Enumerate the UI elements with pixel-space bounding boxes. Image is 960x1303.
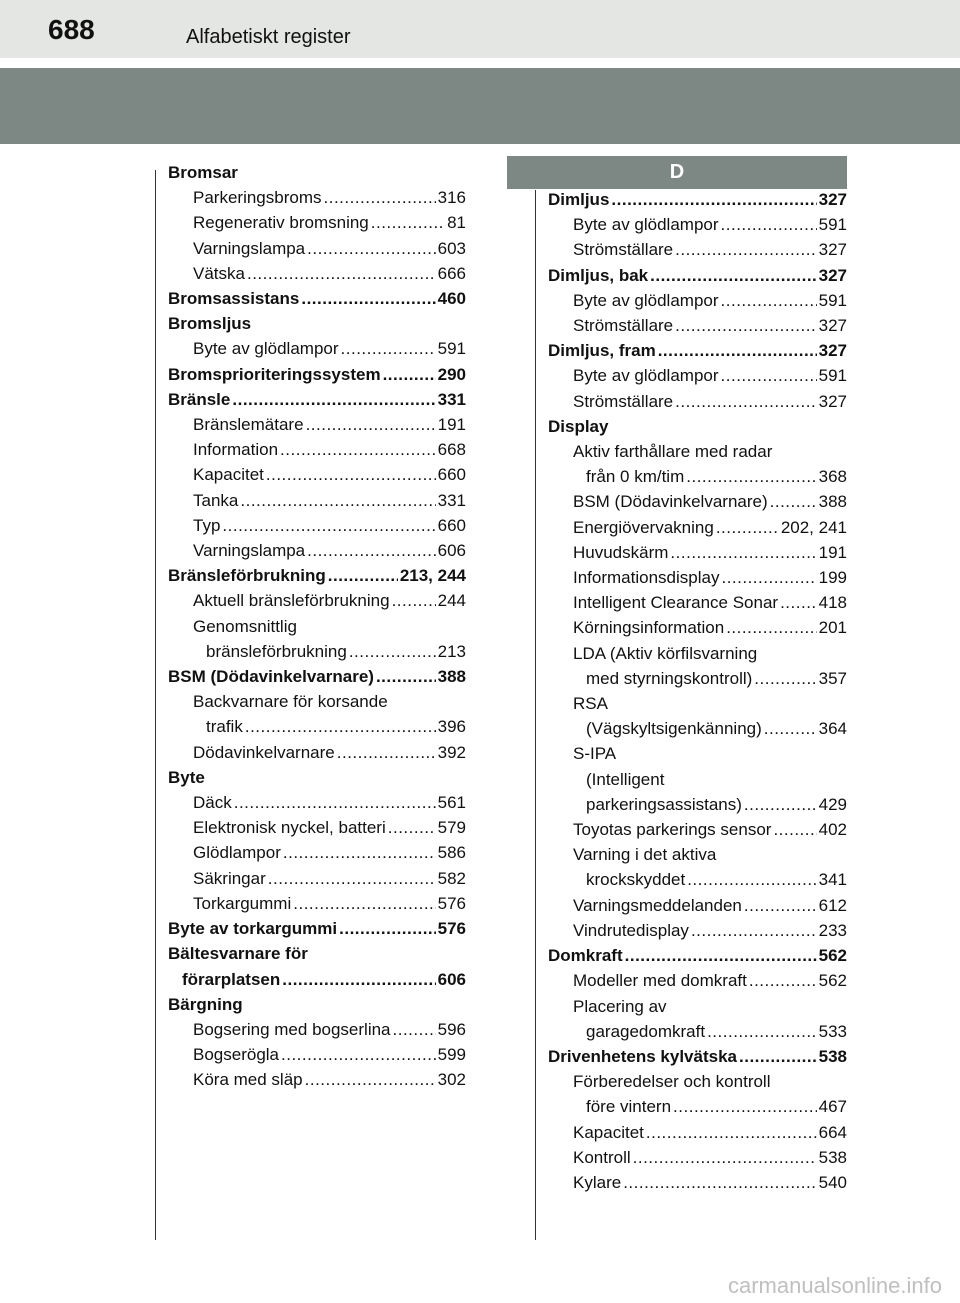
index-page-ref: 191 [818,542,847,562]
index-entry [548,338,847,363]
index-term: med styrningskontroll) [586,668,753,688]
index-page-ref: 460 [437,289,466,309]
index-page-ref: 612 [818,895,847,915]
dot-leader [773,817,816,842]
index-entry [168,513,466,538]
index-term: RSA [573,694,608,714]
index-entry [548,389,847,414]
index-entry [168,664,466,689]
index-page-ref: 668 [437,440,466,460]
index-term: Drivenhetens kylvätska [548,1046,737,1066]
index-page-ref: 388 [818,492,847,512]
index-entry [548,464,847,489]
index-page-ref: 591 [818,366,847,386]
index-page-ref: 599 [437,1045,466,1065]
dot-leader [266,462,436,487]
dot-leader [392,588,436,613]
index-entry [168,437,466,462]
index-term: Display [548,416,609,436]
index-entry [168,967,466,992]
index-page-ref: 213, 244 [399,566,466,586]
index-entry [548,212,847,237]
dot-leader [307,538,435,563]
index-term: Bränsle [168,389,231,409]
index-entry [168,387,466,412]
index-entry [548,237,847,262]
dot-leader [646,1120,817,1145]
index-page-ref: 576 [437,893,466,913]
index-entry [548,363,847,388]
index-entry [548,489,847,514]
index-term: Dimljus [548,190,610,209]
dot-leader [625,943,817,968]
index-term: S-IPA [573,744,617,764]
index-term: Aktuell bränsleförbrukning [193,591,390,611]
dot-leader [383,362,436,387]
right-column-rule [535,190,536,1240]
index-page-ref: 666 [437,263,466,283]
dot-leader [675,237,816,262]
index-term: trafik [206,717,243,737]
index-term: Kontroll [573,1147,631,1167]
dot-leader [393,1017,436,1042]
index-term: Aktiv farthållare med radar [573,442,773,462]
index-entry [168,891,466,916]
index-entry [168,412,466,437]
index-page-ref: 213 [437,641,466,661]
page-number: 688 [48,14,95,45]
index-term: Placering av [573,996,667,1016]
index-term: bränsleförbrukning [206,641,347,661]
dot-leader [307,236,435,261]
index-page-ref: 331 [437,389,466,409]
index-entry [168,336,466,361]
index-entry [548,817,847,842]
index-term: Dimljus, bak [548,265,649,285]
index-heading [168,765,466,790]
index-page-ref: 533 [818,1021,847,1041]
index-term: Varningslampa [193,238,306,258]
index-term: Kylare [573,1172,622,1192]
index-page-ref: 538 [818,1147,847,1167]
page-header [0,0,960,68]
index-term: Bogsering med bogserlina [193,1019,391,1039]
index-entry [168,1042,466,1067]
dot-leader [245,714,436,739]
index-page-ref: 244 [437,591,466,611]
dot-leader [749,968,817,993]
index-term: Toyotas parkerings sensor [573,820,772,840]
index-term: Dödavinkelvarnare [193,742,335,762]
index-page-ref: 368 [818,467,847,487]
index-page-ref: 327 [818,240,847,260]
index-page-ref: 418 [818,593,847,613]
dot-leader [324,185,436,210]
index-heading [168,614,466,639]
index-heading [168,941,466,966]
index-entry [548,666,847,691]
index-term: Bromsar [168,163,238,182]
section-letter: D [507,156,847,189]
index-page-ref: 603 [437,238,466,258]
dot-leader [306,412,436,437]
index-entry [548,313,847,338]
dot-leader [388,815,436,840]
index-page-ref: 341 [818,870,847,890]
index-term: Intelligent Clearance Sonar [573,593,779,613]
dot-leader [280,437,436,462]
index-entry [548,943,847,968]
index-term: Kapacitet [193,465,264,485]
dot-leader [691,918,817,943]
index-page-ref: 586 [437,843,466,863]
index-page-ref: 199 [818,568,847,588]
dot-leader [650,263,816,288]
index-term: Modeller med domkraft [573,971,747,991]
index-entry [168,790,466,815]
index-entry [548,1145,847,1170]
index-entry [168,1067,466,1092]
index-page-ref: 582 [437,868,466,888]
index-entry [168,563,466,588]
index-page-ref: 388 [437,667,466,687]
index-page-ref: 316 [437,188,466,208]
index-term: Domkraft [548,946,623,966]
dot-leader [764,716,817,741]
index-page-ref: 591 [437,339,466,359]
index-entry [168,639,466,664]
index-heading [548,767,847,792]
index-entry [548,1019,847,1044]
index-entry [168,815,466,840]
dot-leader [268,866,436,891]
index-entry [548,565,847,590]
dot-leader [675,389,816,414]
index-page-ref: 561 [437,793,466,813]
index-heading [548,741,847,766]
index-page-ref: 606 [437,969,466,989]
index-page-ref: 302 [437,1070,466,1090]
index-term: Genomsnittlig [193,616,297,636]
dot-leader [721,363,817,388]
index-entry [168,740,466,765]
index-term: Byte [168,767,205,787]
index-entry [168,185,466,210]
index-page-ref: 660 [437,515,466,535]
index-term: Byte av glödlampor [573,366,719,386]
index-term: Huvudskärm [573,542,669,562]
dot-leader [754,666,816,691]
index-heading [548,414,847,439]
index-page-ref: 290 [437,364,466,384]
index-entry [548,540,847,565]
dot-leader [687,867,816,892]
index-entry [168,916,466,941]
left-column-rule [155,170,156,1240]
dot-leader [232,387,435,412]
index-entry [168,588,466,613]
index-page-ref: 327 [818,316,847,336]
index-term: BSM (Dödavinkelvarnare) [573,492,768,512]
index-entry [168,236,466,261]
index-page-ref: 540 [818,1172,847,1192]
index-entry [548,288,847,313]
dot-leader [234,790,436,815]
index-term: Tanka [193,490,239,510]
index-entry [168,462,466,487]
index-term: Energiövervakning [573,517,714,537]
dot-leader [301,286,435,311]
index-heading [548,1069,847,1094]
index-entry [168,210,466,235]
index-term: Bältesvarnare för [168,944,308,964]
index-term: Typ [193,515,221,535]
index-entry [168,714,466,739]
dot-leader [633,1145,817,1170]
dot-leader [726,615,816,640]
index-heading [548,842,847,867]
index-term: Varning i det aktiva [573,845,717,865]
index-page-ref: 429 [818,794,847,814]
index-entry [548,1170,847,1195]
index-term: Parkeringsbroms [193,188,322,208]
index-entry [548,716,847,741]
dot-leader [305,1067,436,1092]
dot-leader [222,513,435,538]
dot-leader [721,288,817,313]
index-term: Byte av glödlampor [573,290,719,310]
dot-leader [281,1042,436,1067]
dot-leader [770,489,817,514]
index-term: Säkringar [193,868,266,888]
index-page-ref: 327 [818,341,847,361]
index-term: garagedomkraft [586,1021,706,1041]
index-entry [548,1044,847,1069]
index-entry [168,866,466,891]
index-page-ref: 331 [437,490,466,510]
index-page-ref: 562 [818,971,847,991]
index-term: Informationsdisplay [573,568,720,588]
index-term: Bränsleförbrukning [168,566,326,586]
index-term: från 0 km/tim [586,467,685,487]
index-term: (Vägskyltsigenkänning) [586,719,762,739]
index-page-ref: 191 [437,415,466,435]
index-entry [168,286,466,311]
dot-leader [349,639,436,664]
index-page-ref: 396 [437,717,466,737]
dot-leader [247,261,436,286]
index-term: LDA (Aktiv körfilsvarning [573,643,758,663]
index-entry [548,515,847,540]
index-heading [548,691,847,716]
watermark: carmanualsonline.info [727,1273,942,1298]
index-term: BSM (Dödavinkelvarnare) [168,667,374,687]
index-entry [168,840,466,865]
index-entry [168,261,466,286]
index-term: Bromsassistans [168,289,300,309]
index-entry [548,792,847,817]
dot-leader [611,187,816,212]
dot-leader [739,1044,817,1069]
index-page-ref: 327 [818,190,847,209]
header-banner [0,68,960,144]
index-page-ref: 591 [818,215,847,235]
index-entry [548,1120,847,1145]
header-strip [0,0,960,58]
dot-leader [293,891,435,916]
index-entry [548,187,847,212]
index-entry [548,590,847,615]
index-term: Byte av torkargummi [168,919,338,939]
index-term: Vindrutedisplay [573,920,689,940]
dot-leader [376,664,436,689]
dot-leader [283,840,436,865]
dot-leader [673,1094,817,1119]
dot-leader [721,565,816,590]
index-term: krockskyddet [586,870,686,890]
index-term: Information [193,440,279,460]
dot-leader [721,212,817,237]
dot-leader [658,338,817,363]
index-heading [168,160,466,185]
index-page-ref: 364 [818,719,847,739]
index-entry [168,488,466,513]
index-term: Regenerativ bromsning [193,213,369,233]
index-term: Däck [193,793,232,813]
index-heading [548,439,847,464]
index-heading [548,994,847,1019]
dot-leader [337,740,436,765]
index-term: Varningslampa [193,541,306,561]
right-index-column [548,187,847,1195]
index-term: Bogserögla [193,1045,280,1065]
index-term: Förberedelser och kontroll [573,1072,771,1092]
index-term: Glödlampor [193,843,281,863]
dot-leader [686,464,816,489]
index-page-ref: 202, 241 [780,517,847,537]
dot-leader [744,792,817,817]
dot-leader [282,967,435,992]
index-entry [548,893,847,918]
index-heading [548,641,847,666]
index-entry [548,1094,847,1119]
index-term: Köra med släp [193,1070,303,1090]
index-heading [168,311,466,336]
index-page-ref: 576 [437,919,466,939]
index-term: (Intelligent [586,769,665,789]
dot-leader [341,336,436,361]
index-term: Torkargummi [193,893,292,913]
index-heading [168,992,466,1017]
index-page-ref: 467 [818,1097,847,1117]
index-term: Bärgning [168,994,243,1014]
dot-leader [716,515,779,540]
index-term: Bromsljus [168,314,252,334]
index-term: Strömställare [573,391,674,411]
index-term: Byte av glödlampor [573,215,719,235]
index-term: Vätska [193,263,245,283]
index-term: Bromsprioriteringssystem [168,364,381,384]
dot-leader [328,563,398,588]
index-term: Strömställare [573,316,674,336]
index-term: Körningsinformation [573,618,725,638]
index-term: Varningsmeddelanden [573,895,742,915]
index-term: parkeringsassistans) [586,794,742,814]
dot-leader [707,1019,817,1044]
index-entry [548,968,847,993]
dot-leader [623,1170,816,1195]
header-title: Alfabetiskt register [186,26,351,48]
index-page-ref: 392 [437,742,466,762]
dot-leader [240,488,435,513]
index-entry [168,538,466,563]
index-page-ref: 562 [818,946,847,966]
index-page-ref: 606 [437,541,466,561]
index-page-ref: 201 [818,618,847,638]
left-index-column [168,160,466,1093]
index-entry [548,263,847,288]
index-term: Byte av glödlampor [193,339,339,359]
index-page-ref: 327 [818,391,847,411]
dot-leader [780,590,817,615]
index-entry [168,362,466,387]
index-page-ref: 327 [818,265,847,285]
index-term: Backvarnare för korsande [193,692,388,712]
index-page-ref: 596 [437,1019,466,1039]
index-entry [168,1017,466,1042]
dot-leader [339,916,436,941]
index-page-ref: 579 [437,818,466,838]
index-term: Dimljus, fram [548,341,656,361]
index-page-ref: 233 [818,920,847,940]
index-entry [548,918,847,943]
index-term: före vintern [586,1097,672,1117]
dot-leader [670,540,816,565]
index-page-ref: 402 [818,820,847,840]
index-page-ref: 664 [818,1122,847,1142]
index-page-ref: 357 [818,668,847,688]
index-term: Kapacitet [573,1122,644,1142]
dot-leader [744,893,817,918]
dot-leader [371,210,445,235]
index-entry [548,615,847,640]
dot-leader [675,313,816,338]
index-page-ref: 660 [437,465,466,485]
index-page-ref: 538 [818,1046,847,1066]
index-term: Elektronisk nyckel, batteri [193,818,386,838]
index-term: Bränslemätare [193,415,304,435]
index-term: Strömställare [573,240,674,260]
index-heading [168,689,466,714]
index-page-ref: 591 [818,290,847,310]
index-page-ref: 81 [447,213,466,233]
index-entry [548,867,847,892]
index-term: förarplatsen [182,969,281,989]
